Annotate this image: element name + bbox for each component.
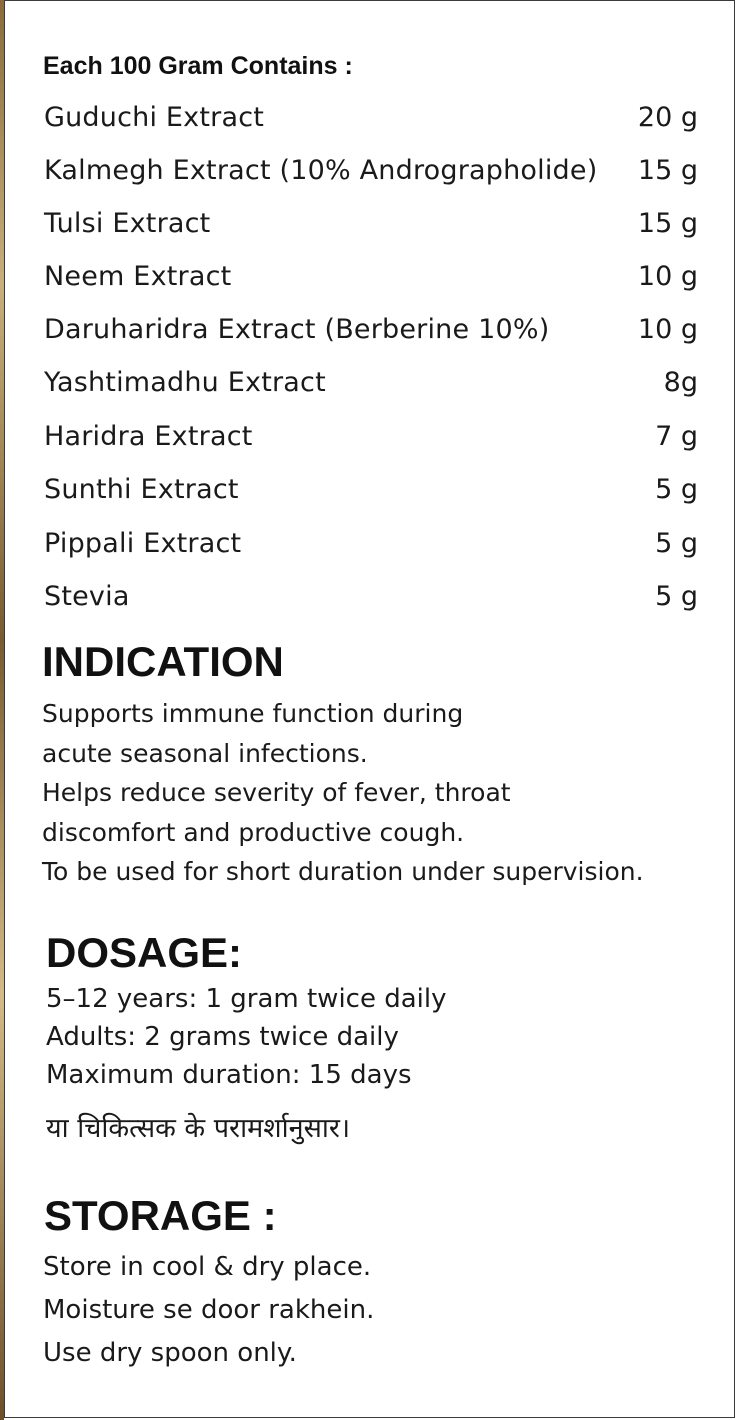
indication-line: acute seasonal infections.: [42, 738, 368, 768]
ingredient-row: [44, 416, 698, 456]
ingredient-amount: 8g: [663, 366, 698, 398]
ingredient-row: [44, 576, 698, 616]
storage-heading: STORAGE :: [44, 1192, 277, 1239]
ingredient-row: [44, 469, 698, 509]
ingredient-name: Sunthi Extract: [44, 473, 239, 505]
ingredient-name: Guduchi Extract: [44, 101, 265, 133]
ingredient-amount: 15 g: [637, 154, 698, 186]
ingredient-amount: 20 g: [637, 101, 698, 133]
dosage-line: Adults: 2 grams twice daily: [46, 1022, 399, 1052]
ingredient-row: [44, 309, 698, 349]
storage-line: Moisture se door rakhein.: [43, 1295, 375, 1325]
dosage-line: Maximum duration: 15 days: [46, 1060, 412, 1090]
ingredient-amount: 10 g: [637, 260, 698, 292]
indication-heading: INDICATION: [42, 638, 284, 685]
ingredient-amount: 7 g: [655, 420, 698, 452]
ingredient-row: [44, 362, 698, 402]
ingredient-amount: 5 g: [655, 473, 698, 505]
ingredient-row: [44, 523, 698, 563]
ingredient-name: Tulsi Extract: [44, 207, 211, 239]
ingredient-amount: 5 g: [655, 580, 698, 612]
dosage-hindi-note: या चिकित्सक के परामर्शानुसार।: [46, 1113, 351, 1144]
ingredient-name: Stevia: [44, 580, 130, 612]
dosage-heading: DOSAGE:: [46, 929, 243, 976]
ingredient-row: [44, 203, 698, 243]
ingredient-name: Neem Extract: [44, 260, 232, 292]
indication-line: Supports immune function during: [42, 699, 464, 728]
dosage-text: [46, 980, 447, 1094]
ingredient-name: Daruharidra Extract (Berberine 10%): [44, 313, 550, 345]
ingredient-name: Kalmegh Extract (10% Andrographolide): [44, 154, 598, 186]
ingredient-amount: 10 g: [637, 313, 698, 345]
indication-line: To be used for short duration under supervision.: [42, 857, 644, 886]
composition-title: Each 100 Gram Contains :: [43, 52, 353, 80]
ingredient-row: [44, 150, 698, 190]
ingredient-name: Yashtimadhu Extract: [44, 366, 326, 398]
storage-line: Use dry spoon only.: [43, 1338, 297, 1368]
indication-text: [42, 694, 644, 892]
ingredient-row: [44, 97, 698, 137]
storage-line: Store in cool & dry place.: [43, 1252, 372, 1282]
storage-text: [43, 1246, 374, 1375]
ingredient-name: Pippali Extract: [44, 527, 242, 559]
ingredient-amount: 5 g: [655, 527, 698, 559]
indication-line: discomfort and productive cough.: [42, 817, 465, 847]
dosage-line: 5–12 years: 1 gram twice daily: [46, 984, 447, 1014]
ingredient-row: [44, 256, 698, 296]
ingredient-amount: 15 g: [637, 207, 698, 239]
ingredient-name: Haridra Extract: [44, 420, 253, 452]
indication-line: Helps reduce severity of fever, throat: [42, 778, 511, 807]
